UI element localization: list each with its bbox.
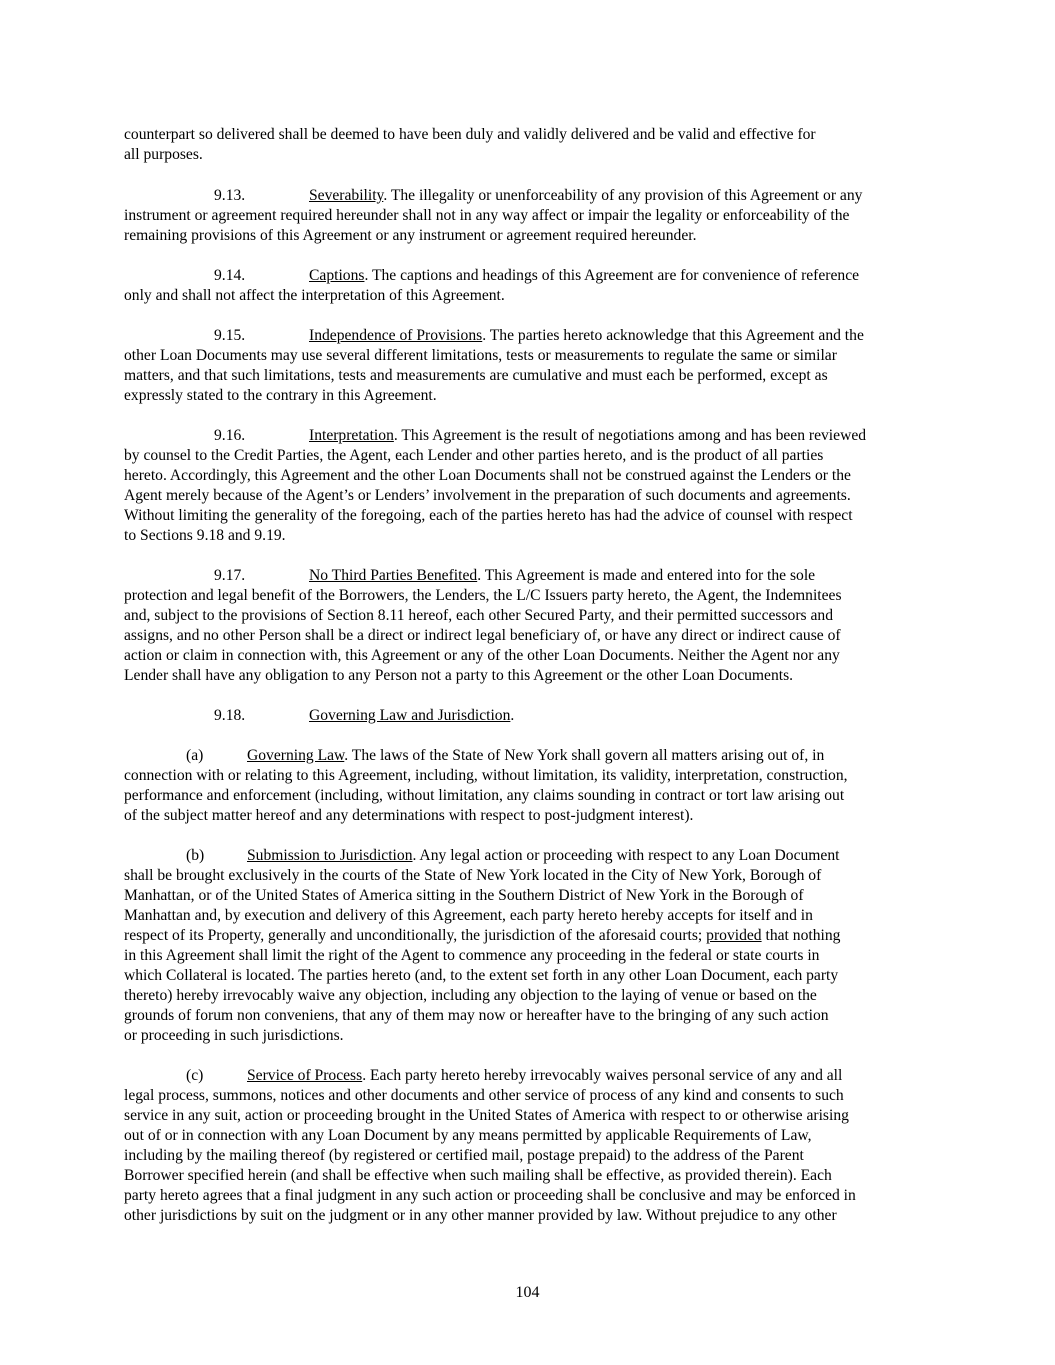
text-line: grounds of forum non conveniens, that any of them may now or hereafter have to the bringing of any such action	[124, 1007, 829, 1024]
section-9-16	[124, 426, 936, 546]
text-line: to Sections 9.18 and 9.19.	[124, 527, 286, 544]
section-title: Captions	[309, 267, 365, 284]
section-title: Interpretation	[309, 427, 394, 444]
text-line: which Collateral is located. The parties hereto (and, to the extent set forth in any other Loan Document, each party	[124, 967, 839, 984]
section-text: . The parties hereto acknowledge that this Agreement and the	[482, 327, 864, 344]
subsection-text: . The laws of the State of New York shall govern all matters arising out of, in	[344, 747, 825, 764]
text-line: matters, and that such limitations, tests and measurements are cumulative and must each be performed, except as	[124, 367, 828, 384]
section-title: Governing Law and Jurisdiction	[309, 707, 511, 724]
text-line: remaining provisions of this Agreement or any instrument or agreement required hereunder.	[124, 227, 697, 244]
section-9-14	[124, 266, 936, 306]
section-9-15	[124, 326, 936, 406]
subsection-b	[124, 846, 936, 1046]
text-segment: that nothing	[761, 927, 841, 944]
section-title: Severability	[309, 187, 384, 204]
text-line: instrument or agreement required hereunder shall not in any way affect or impair the legality or enforceability of the	[124, 207, 850, 224]
subsection-text: . Any legal action or proceeding with respect to any Loan Document	[412, 847, 840, 864]
provided-term: provided	[706, 927, 762, 944]
text-line: only and shall not affect the interpretation of this Agreement.	[124, 287, 505, 304]
text-line: or proceeding in such jurisdictions.	[124, 1027, 344, 1044]
section-number: 9.13.	[214, 187, 246, 204]
subsection-c	[124, 1066, 936, 1226]
subsection-title: Governing Law	[247, 747, 345, 764]
section-text: .	[510, 707, 515, 724]
text-line: counterpart so delivered shall be deemed to have been duly and validly delivered and be valid and effective for	[124, 126, 816, 143]
text-line: connection with or relating to this Agreement, including, without limitation, its validity, interpretation, construction,	[124, 767, 848, 784]
subsection-text: . Each party hereto hereby irrevocably waives personal service of any and all	[362, 1067, 843, 1084]
text-line: expressly stated to the contrary in this Agreement.	[124, 387, 437, 404]
intro-paragraph	[124, 125, 936, 165]
subsection-number: (c)	[186, 1067, 204, 1084]
text-line: protection and legal benefit of the Borrowers, the Lenders, the L/C Issuers party hereto, the Agent, the Indemnitees	[124, 587, 842, 604]
text-line: Lender shall have any obligation to any Person not a party to this Agreement or the other Loan Documents.	[124, 667, 794, 684]
section-9-13	[124, 186, 936, 246]
text-line: other jurisdictions by suit on the judgment or in any other manner provided by law. Without prejudice to any other	[124, 1207, 837, 1224]
text-line: assigns, and no other Person shall be a direct or indirect legal beneficiary of, or have any direct or indirect cause of	[124, 627, 841, 644]
section-number: 9.15.	[214, 327, 246, 344]
text-line: by counsel to the Credit Parties, the Agent, each Lender and other parties hereto, and is the product of all parties	[124, 447, 824, 464]
section-9-18	[124, 706, 936, 726]
text-line	[124, 926, 936, 946]
page-number: 104	[515, 1284, 540, 1301]
text-line: Manhattan, or of the United States of America sitting in the Southern District of New York in the Borough of	[124, 887, 804, 904]
text-line: thereto) hereby irrevocably waive any objection, including any objection to the laying of venue or based on the	[124, 987, 817, 1004]
text-line: hereto. Accordingly, this Agreement and the other Loan Documents shall not be construed against the Lenders or the	[124, 467, 851, 484]
text-line: in this Agreement shall limit the right of the Agent to commence any proceeding in the federal or state courts in	[124, 947, 820, 964]
text-line: performance and enforcement (including, without limitation, any claims sounding in contract or tort law arising out	[124, 787, 845, 804]
subsection-title: Submission to Jurisdiction	[247, 847, 413, 864]
section-9-17	[124, 566, 936, 686]
section-text: . This Agreement is the result of negotiations among and has been reviewed	[393, 427, 867, 444]
section-text: . The captions and headings of this Agreement are for convenience of reference	[364, 267, 860, 284]
section-text: . The illegality or unenforceability of any provision of this Agreement or any	[383, 187, 863, 204]
section-title: No Third Parties Benefited	[309, 567, 478, 584]
section-number: 9.16.	[214, 427, 246, 444]
subsection-a	[124, 746, 936, 826]
text-line: and, subject to the provisions of Section 8.11 hereof, each other Secured Party, and their permitted successors and	[124, 607, 834, 624]
text-line: including by the mailing thereof (by registered or certified mail, postage prepaid) to the address of the Parent	[124, 1147, 804, 1164]
text-segment: respect of its Property, generally and unconditionally, the jurisdiction of the aforesaid courts;	[124, 927, 707, 944]
section-number: 9.18.	[214, 707, 246, 724]
text-line: all purposes.	[124, 146, 203, 163]
text-line: Without limiting the generality of the foregoing, each of the parties hereto has had the advice of counsel with respect	[124, 507, 853, 524]
section-title: Independence of Provisions	[309, 327, 483, 344]
text-line: legal process, summons, notices and other documents and other service of process of any kind and consents to such	[124, 1087, 844, 1104]
subsection-number: (b)	[186, 847, 205, 864]
text-line: shall be brought exclusively in the courts of the State of New York located in the City of New York, Borough of	[124, 867, 822, 884]
text-line: Borrower specified herein (and shall be effective when such mailing shall be effective, as provided therein). Each	[124, 1167, 832, 1184]
text-line: Manhattan and, by execution and delivery of this Agreement, each party hereto hereby accepts for itself and in	[124, 907, 813, 924]
text-line: Agent merely because of the Agent’s or Lenders’ involvement in the preparation of such documents and agreements.	[124, 487, 851, 504]
section-number: 9.14.	[214, 267, 246, 284]
text-line: of the subject matter hereof and any determinations with respect to post-judgment interest).	[124, 807, 694, 824]
subsection-title: Service of Process	[247, 1067, 363, 1084]
text-line: party hereto agrees that a final judgment in any such action or proceeding shall be conclusive and may be enforced in	[124, 1187, 856, 1204]
section-number: 9.17.	[214, 567, 246, 584]
text-line: out of or in connection with any Loan Document by any means permitted by applicable Requirements of Law,	[124, 1127, 812, 1144]
subsection-number: (a)	[186, 747, 204, 764]
section-text: . This Agreement is made and entered into for the sole	[477, 567, 816, 584]
text-line: other Loan Documents may use several different limitations, tests or measurements to regulate the same or similar	[124, 347, 837, 364]
text-line: service in any suit, action or proceeding brought in the United States of America with respect to or otherwise arising	[124, 1107, 849, 1124]
text-line: action or claim in connection with, this Agreement or any of the other Loan Documents. Neither the Agent nor any	[124, 647, 840, 664]
